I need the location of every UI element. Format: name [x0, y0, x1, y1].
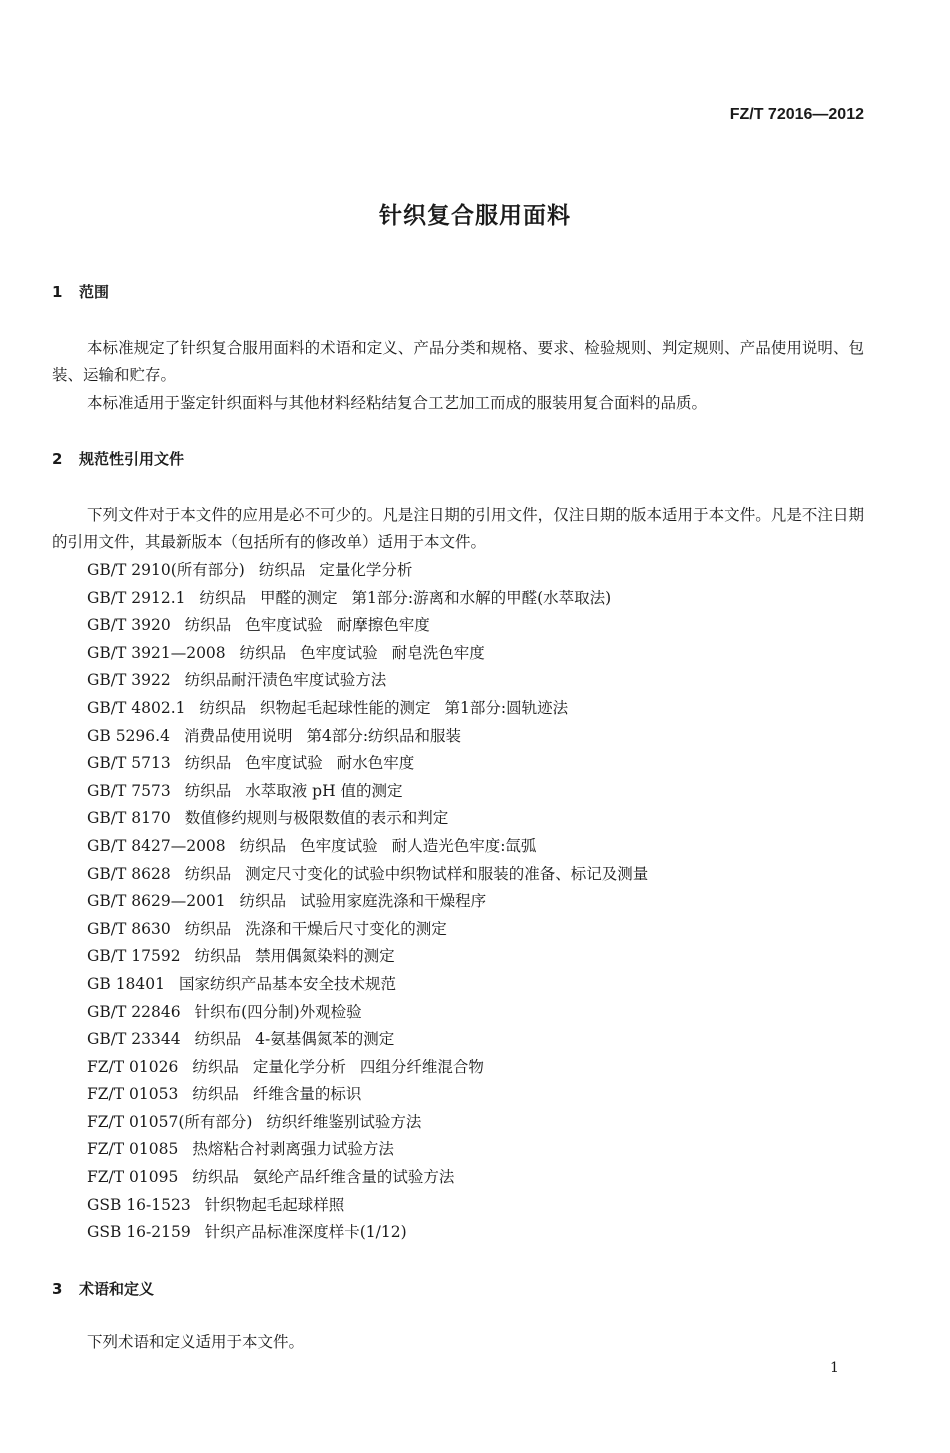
reference-code: GB/T 8630 [87, 919, 171, 938]
reference-code: GB/T 8170 [87, 809, 171, 828]
reference-item [87, 943, 662, 971]
reference-code: FZ/T 01057(所有部分) [87, 1112, 253, 1131]
section-title: 范围 [79, 283, 110, 301]
reference-item [87, 1081, 662, 1109]
reference-item [87, 1164, 662, 1192]
reference-title-part: 纺织品 [194, 1030, 242, 1049]
reference-title-part: 针织布(四分制)外观检验 [194, 1002, 362, 1021]
reference-title-part: 禁用偶氮染料的测定 [255, 947, 395, 966]
reference-title-part: 纺织品 [184, 616, 232, 635]
reference-title-part: 色牢度试验 [245, 616, 323, 635]
reference-code: GSB 16-1523 [87, 1195, 191, 1214]
section-heading-1 [52, 281, 109, 302]
reference-code: GB/T 8427—2008 [87, 836, 226, 855]
reference-item [87, 888, 662, 916]
reference-item [87, 971, 662, 999]
reference-title-part: 定量化学分析 [252, 1057, 346, 1076]
reference-item [87, 695, 662, 723]
reference-code: GB/T 3920 [87, 616, 171, 635]
reference-title-part: 耐皂洗色牢度 [391, 643, 485, 662]
reference-list [87, 557, 662, 1247]
reference-code: GB/T 5713 [87, 754, 171, 773]
reference-code: GB/T 17592 [87, 947, 181, 966]
reference-title-part: 纺织品 [239, 643, 287, 662]
paragraph: 下列术语和定义适用于本文件。 [87, 1333, 305, 1351]
reference-item [87, 999, 662, 1027]
reference-title-part: 针织物起毛起球样照 [204, 1195, 345, 1214]
reference-item [87, 557, 662, 585]
reference-title-part: 氨纶产品纤维含量的试验方法 [252, 1168, 455, 1187]
reference-code: GB/T 3921—2008 [87, 643, 226, 662]
reference-code: GB/T 2912.1 [87, 588, 186, 607]
reference-item [87, 833, 662, 861]
reference-title-part: 织物起毛起球性能的测定 [260, 698, 431, 717]
reference-title-part: 纺织品 [199, 588, 247, 607]
reference-code: GB/T 7573 [87, 781, 171, 800]
reference-title-part: 数值修约规则与极限数值的表示和判定 [184, 809, 449, 828]
reference-title-part: 水萃取液 pH 值的测定 [245, 781, 403, 800]
reference-code: GB/T 8629—2001 [87, 892, 226, 911]
reference-code: GB 5296.4 [87, 726, 170, 745]
reference-title-part: 四组分纤维混合物 [359, 1057, 484, 1076]
reference-code: GB/T 23344 [87, 1030, 181, 1049]
reference-code: FZ/T 01095 [87, 1168, 179, 1187]
reference-item [87, 1109, 662, 1137]
section-number: 2 [52, 450, 63, 468]
reference-code: GB 18401 [87, 974, 166, 993]
reference-item [87, 750, 662, 778]
reference-item [87, 1136, 662, 1164]
reference-code: GB/T 2910(所有部分) [87, 561, 245, 579]
reference-code: FZ/T 01053 [87, 1085, 179, 1104]
reference-title-part: 纤维含量的标识 [252, 1085, 362, 1104]
reference-item [87, 612, 662, 640]
reference-item [87, 861, 662, 889]
reference-title-part: 纺织品 [192, 1168, 239, 1187]
paragraph: 本标准适用于鉴定针织面料与其他材料经粘结复合工艺加工而成的服装用复合面料的品质。 [87, 394, 708, 412]
reference-title-part: 纺织品 [258, 561, 306, 579]
reference-code: GB/T 22846 [87, 1002, 181, 1021]
reference-title-part: 纺织品 [184, 919, 232, 938]
reference-title-part: 第1部分:圆轨迹法 [444, 698, 569, 717]
reference-title-part: 耐摩擦色牢度 [336, 616, 430, 635]
reference-title-part: 耐人造光色牢度:氙弧 [391, 836, 537, 855]
reference-item [87, 1192, 662, 1220]
standard-number: FZ/T 72016—2012 [729, 106, 864, 123]
section-title: 术语和定义 [79, 1280, 155, 1298]
paragraph: 下列文件对于本文件的应用是必不可少的。凡是注日期的引用文件，仅注日期的版本适用于本文件。凡是不注日期的引用文件，其最新版本（包括所有的修改单）适用于本文件。 [52, 506, 864, 551]
reference-item [87, 585, 662, 613]
reference-title-part: 纺织品 [184, 864, 232, 883]
reference-title-part: 纺织品耐汗渍色牢度试验方法 [184, 671, 387, 690]
reference-title-part: 定量化学分析 [319, 561, 413, 579]
reference-title-part: 纺织品 [194, 947, 242, 966]
reference-code: FZ/T 01026 [87, 1057, 179, 1076]
reference-title-part: 洗涤和干燥后尺寸变化的测定 [245, 919, 447, 938]
document-title: 针织复合服用面料 [379, 203, 571, 229]
reference-title-part: 甲醛的测定 [260, 588, 338, 607]
reference-title-part: 试验用家庭洗涤和干燥程序 [300, 892, 487, 911]
reference-title-part: 色牢度试验 [245, 754, 323, 773]
reference-item [87, 805, 662, 833]
reference-title-part: 消费品使用说明 [183, 726, 293, 745]
reference-title-part: 第4部分:纺织品和服装 [306, 726, 462, 745]
reference-item [87, 778, 662, 806]
reference-title-part: 纺织纤维鉴别试验方法 [266, 1112, 422, 1131]
reference-item [87, 1026, 662, 1054]
reference-code: GB/T 3922 [87, 671, 171, 690]
reference-title-part: 纺织品 [199, 698, 247, 717]
reference-item [87, 640, 662, 668]
reference-title-part: 色牢度试验 [300, 836, 378, 855]
reference-code: GSB 16-2159 [87, 1223, 191, 1242]
reference-item [87, 1054, 662, 1082]
paragraph: 本标准规定了针织复合服用面料的术语和定义、产品分类和规格、要求、检验规则、判定规则、产品使用说明、包装、运输和贮存。 [52, 339, 864, 384]
reference-title-part: 测定尺寸变化的试验中织物试样和服装的准备、标记及测量 [245, 864, 649, 883]
section-title: 规范性引用文件 [79, 450, 185, 468]
reference-title-part: 国家纺织产品基本安全技术规范 [179, 974, 397, 993]
reference-title-part: 针织产品标准深度样卡(1/12) [204, 1223, 407, 1242]
section-number: 1 [52, 283, 63, 301]
reference-code: GB/T 8628 [87, 864, 171, 883]
reference-title-part: 纺织品 [184, 781, 232, 800]
reference-code: FZ/T 01085 [87, 1140, 179, 1159]
section-number: 3 [52, 1280, 63, 1298]
reference-title-part: 色牢度试验 [300, 643, 378, 662]
reference-title-part: 纺织品 [239, 836, 287, 855]
reference-item [87, 723, 662, 751]
reference-title-part: 4-氨基偶氮苯的测定 [255, 1030, 395, 1049]
reference-title-part: 第1部分:游离和水解的甲醛(水萃取法) [351, 588, 612, 607]
page-number: 1 [830, 1360, 839, 1376]
reference-item [87, 667, 662, 695]
section-heading-3 [52, 1278, 154, 1299]
section-heading-2 [52, 448, 184, 469]
reference-title-part: 纺织品 [192, 1057, 239, 1076]
reference-item [87, 916, 662, 944]
reference-title-part: 耐水色牢度 [336, 754, 415, 773]
reference-code: GB/T 4802.1 [87, 698, 186, 717]
reference-title-part: 纺织品 [192, 1085, 239, 1104]
reference-title-part: 热熔粘合衬剥离强力试验方法 [192, 1140, 394, 1159]
reference-title-part: 纺织品 [184, 754, 232, 773]
reference-title-part: 纺织品 [239, 892, 287, 911]
reference-item [87, 1219, 662, 1247]
